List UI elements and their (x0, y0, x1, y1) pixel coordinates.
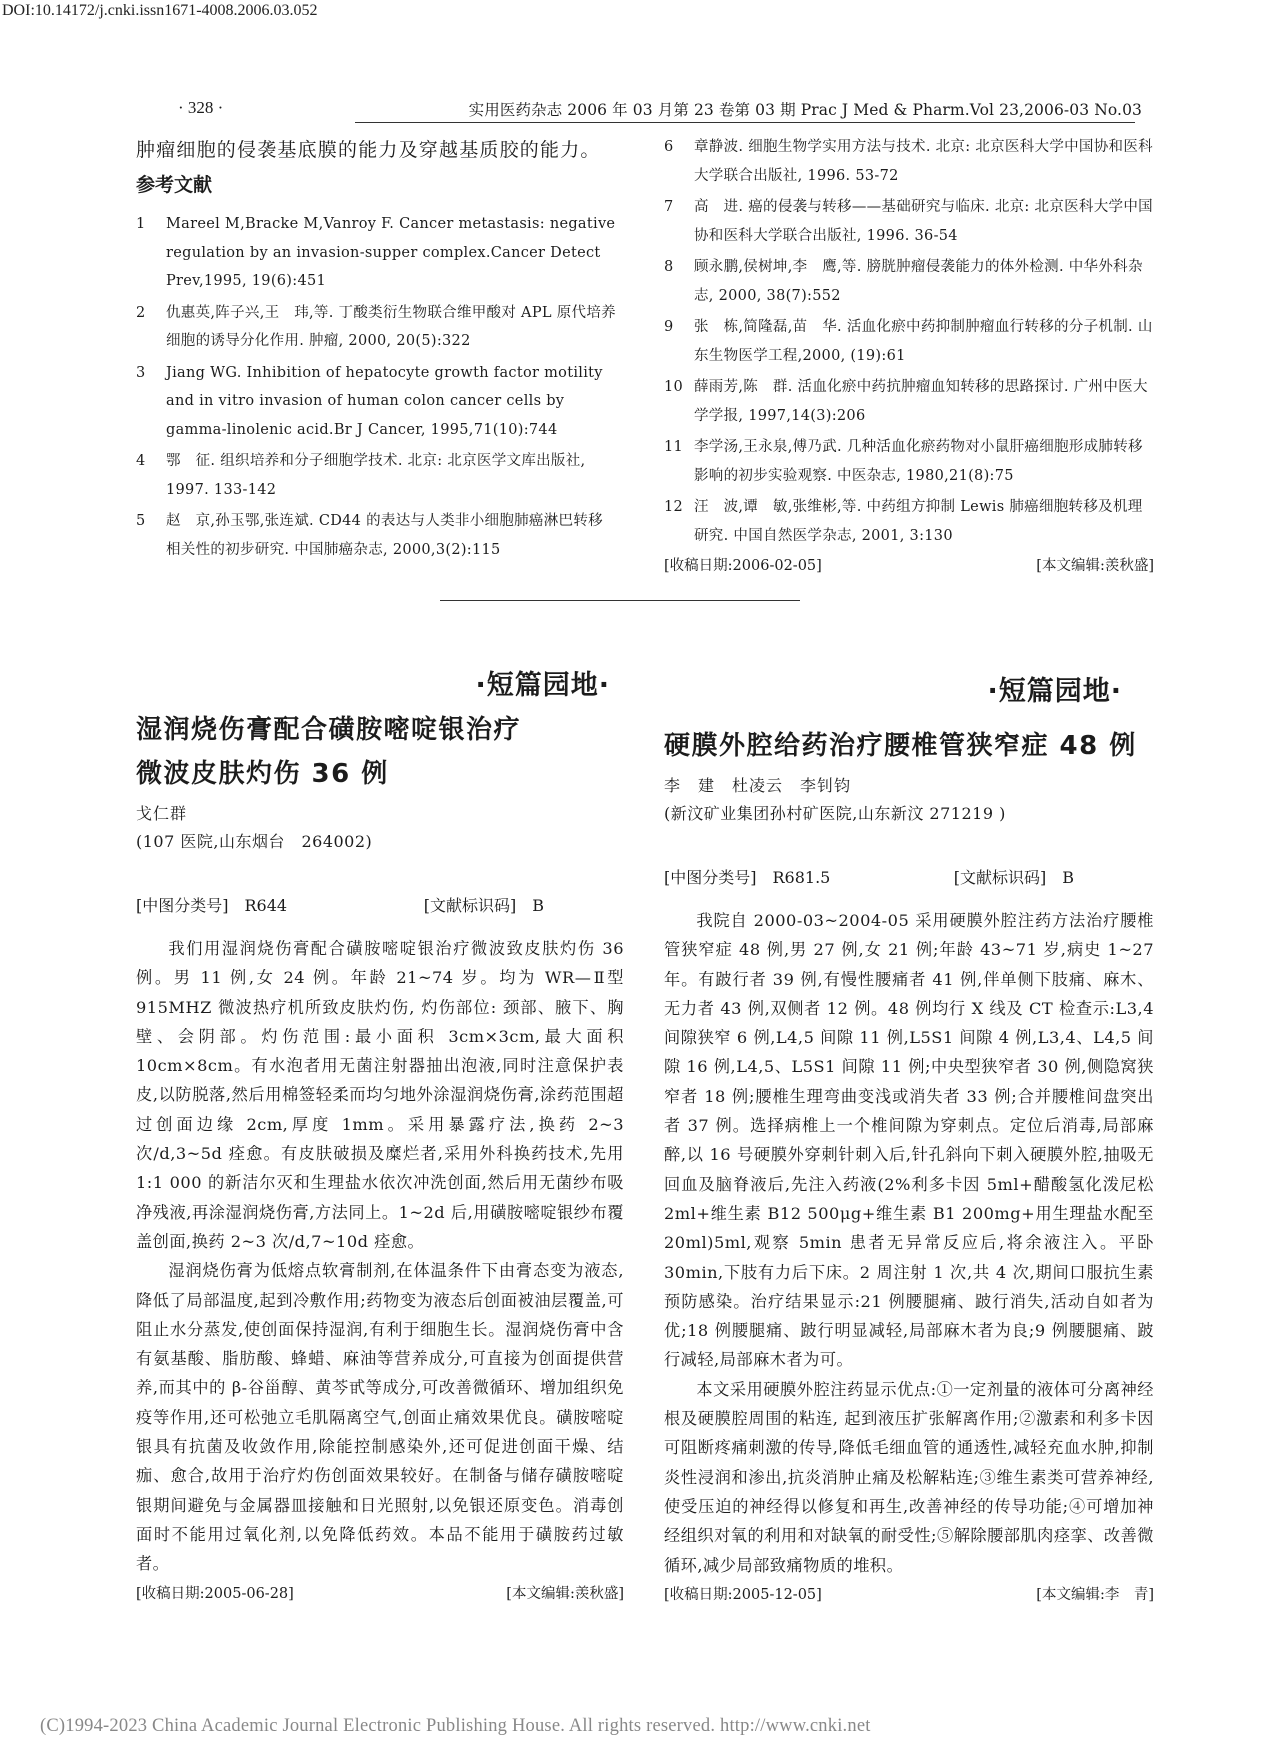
reference-number: 7 (664, 199, 674, 215)
journal-citation: 实用医药杂志 2006 年 03 月第 23 卷第 03 期 Prac J Med & Pharm.Vol 23,2006-03 No.03 (468, 101, 1142, 119)
clc-label: [中图分类号] (664, 868, 757, 887)
received-date: [收稿日期:2006-02-05] (664, 558, 822, 574)
reference-text: Mareel M,Bracke M,Vanroy F. Cancer metastasis: negative regulation by an invasion-supper complex.Cancer Detect Prev,1995, 19(6):451 (166, 216, 616, 289)
document-code (954, 864, 1074, 892)
reference-number: 6 (664, 139, 674, 155)
article-title: 硬膜外腔给药治疗腰椎管狭窄症 48 例 (664, 731, 1137, 761)
article-authors: 李 建 杜凌云 李钊钧 (664, 776, 852, 795)
reference-list-left (136, 210, 616, 564)
reference-item (664, 313, 1154, 370)
page-header (132, 98, 1142, 120)
reference-text: 仇惠英,阵子兴,王 玮,等. 丁酸类衍生物联合维甲酸对 APL 原代培养细胞的诱导分化作用. 肿瘤, 2000, 20(5):322 (166, 304, 616, 349)
classification-row (136, 892, 624, 920)
reference-text: 高 进. 癌的侵袭与转移——基础研究与临床. 北京: 北京医科大学中国协和医科大学联合出版社, 1996. 36-54 (694, 199, 1153, 244)
document-code-value: B (1062, 868, 1074, 887)
article-right (664, 668, 1154, 1608)
reference-text: Jiang WG. Inhibition of hepatocyte growth factor motility and in vitro invasion of human colon cancer cells by gamma-linolenic acid.Br J Cancer, 1995,71(10):744 (166, 364, 603, 438)
reference-item (664, 493, 1154, 550)
body-paragraph: 我们用湿润烧伤膏配合磺胺嘧啶银治疗微波致皮肤灼伤 36 例。男 11 例,女 24 例。年龄 21~74 岁。均为 WR—Ⅱ型 915MHZ 微波热疗机所致皮肤灼伤, 灼伤部位: 颈部、腋下、胸壁、会阴部。灼伤范围:最小面积 3cm×3cm,最大面积10cm×8cm。有水泡者用无菌注射器抽出泡液,同时注意保护表皮,以防脱落,然后用棉签轻柔而均匀地外涂湿润烧伤膏,涂药范围超过创面边缘 2cm,厚度 1mm。采用暴露疗法,换药 2~3 次/d,3~5d 痊愈。有皮肤破损及糜烂者,采用外科换药技术,先用 1:1 000 的新洁尔灭和生理盐水依次冲洗创面,然后用无菌纱布吸净残液,再涂湿润烧伤膏,方法同上。1~2d 后,用磺胺嘧啶银纱布覆盖创面,换药 2~3 次/d,7~10d 痊愈。 (136, 939, 624, 1251)
reference-number: 9 (664, 319, 674, 335)
reference-item (664, 253, 1154, 310)
clc-value: R681.5 (772, 868, 831, 887)
prev-article-right-column (664, 133, 1154, 578)
editor-credit: [本文编辑:羡秋盛] (1036, 558, 1154, 574)
column-label: ·短篇园地· (475, 670, 610, 701)
reference-item (136, 507, 616, 564)
classification-row (664, 864, 1154, 892)
editor-credit: [本文编辑:李 青] (1036, 1586, 1154, 1603)
reference-item (664, 133, 1154, 190)
section-divider (440, 600, 800, 601)
clc-number (664, 864, 830, 892)
reference-text: 章静波. 细胞生物学实用方法与技术. 北京: 北京医科大学中国协和医科大学联合出版社, 1996. 53-72 (694, 139, 1153, 184)
copyright-footer: (C)1994-2023 China Academic Journal Electronic Publishing House. All rights reserved. http://www.cnki.net (40, 1716, 871, 1736)
clc-label: [中图分类号] (136, 896, 229, 915)
document-code-value: B (532, 896, 544, 915)
article-footer-row (664, 1582, 1154, 1608)
body-paragraph: 湿润烧伤膏为低熔点软膏制剂,在体温条件下由膏态变为液态,降低了局部温度,起到冷敷作用;药物变为液态后创面被油层覆盖,可阻止水分蒸发,使创面保持湿润,有利于细胞生长。湿润烧伤膏中含有氨基酸、脂肪酸、蜂蜡、麻油等营养成分,可直接为创面提供营养,而其中的 β-谷甾醇、黄芩甙等成分,可改善微循环、增加组织免疫等作用,还可松弛立毛肌隔离空气,创面止痛效果优良。磺胺嘧啶银具有抗菌及收敛作用,除能控制感染外,还可促进创面干燥、结痂、愈合,故用于治疗灼伤创面效果较好。在制备与储存磺胺嘧啶银期间避免与金属器皿接触和日光照射,以免银还原变色。消毒创面时不能用过氧化剂,以免降低药效。本品不能用于磺胺药过敏者。 (136, 1261, 624, 1574)
reference-item (136, 210, 616, 296)
reference-number: 5 (136, 513, 146, 529)
reference-number: 10 (664, 379, 684, 395)
document-code (424, 892, 544, 920)
article-title: 湿润烧伤膏配合磺胺嘧啶银治疗微波皮肤灼伤 36 例 (136, 715, 522, 789)
reference-number: 12 (664, 499, 684, 515)
clc-number (136, 892, 287, 920)
reference-number: 3 (136, 364, 146, 381)
reference-item (136, 447, 616, 504)
received-date: [收稿日期:2005-06-28] (136, 1585, 294, 1602)
reference-text: 顾永鹏,侯树坤,李 鹰,等. 膀胱肿瘤侵袭能力的体外检测. 中华外科杂志, 2000, 38(7):552 (694, 259, 1143, 304)
reference-item (136, 299, 616, 356)
article-affiliation: (107 医院,山东烟台 264002) (136, 832, 373, 851)
reference-text: 汪 波,谭 敏,张维彬,等. 中药组方抑制 Lewis 肺癌细胞转移及机理研究. 中国自然医学杂志, 2001, 3:130 (694, 499, 1143, 544)
page-number: · 328 · (178, 98, 224, 117)
continued-text: 肿瘤细胞的侵袭基底膜的能力及穿越基质胶的能力。 (136, 139, 601, 161)
header-rule (355, 122, 1135, 123)
reference-text: 赵 京,孙玉鄂,张连斌. CD44 的表达与人类非小细胞肺癌淋巴转移相关性的初步研究. 中国肺癌杂志, 2000,3(2):115 (166, 513, 603, 558)
references-heading: 参考文献 (136, 174, 213, 196)
reference-number: 1 (136, 216, 146, 232)
reference-text: 张 栋,简隆磊,苗 华. 活血化瘀中药抑制肿瘤血行转移的分子机制. 山东生物医学工程,2000, (19):61 (694, 319, 1153, 364)
article-left (136, 668, 624, 1607)
doi-line: DOI:10.14172/j.cnki.issn1671-4008.2006.03.052 (2, 2, 318, 19)
reference-text: 李学汤,王永泉,傅乃武. 几种活血化瘀药物对小鼠肝癌细胞形成肺转移影响的初步实验观察. 中医杂志, 1980,21(8):75 (694, 439, 1143, 484)
article-affiliation: (新汶矿业集团孙村矿医院,山东新汶 271219 ) (664, 804, 1006, 823)
article-author: 戈仁群 (136, 804, 188, 823)
prev-article-footer-row (664, 554, 1154, 578)
clc-value: R644 (244, 896, 288, 915)
received-date: [收稿日期:2005-12-05] (664, 1586, 822, 1603)
body-paragraph: 我院自 2000-03~2004-05 采用硬膜外腔注药方法治疗腰椎管狭窄症 48 例,男 27 例,女 21 例;年龄 43~71 岁,病史 1~27 年。有跛行者 39 例,有慢性腰痛者 41 例,伴单侧下肢痛、麻木、无力者 43 例,双侧者 12 例。48 例均行 X 线及 CT 检查示:L3,4 间隙狭窄 6 例,L4,5 间隙 11 例,L5S1 间隙 4 例,L3,4、L4,5 间隙 16 例,L4,5、L5S1 间隙 11 例;中央型狭窄者 30 例,侧隐窝狭窄者 18 例;腰椎生理弯曲变浅或消失者 33 例;合并腰椎间盘突出者 37 例。选择病椎上一个椎间隙为穿刺点。定位后消毒,局部麻醉,以 16 号硬膜外穿刺针刺入后,针孔斜向下刺入硬膜外腔,抽吸无回血及脑脊液后,先注入药液(2%利多卡因 5ml+醋酸氢化泼尼松 2ml+维生素 B12 500μg+维生素 B1 200mg+用生理盐水配至 20ml)5ml,观察 5min 患者无异常反应后,将余液注入。平卧 30min,下肢有力后下床。2 周注射 1 次,共 4 次,期间口服抗生素预防感染。治疗结果显示:21 例腰腿痛、跛行消失,活动自如者为优;18 例腰腿痛、跛行明显减轻,局部麻木者为良;9 例腰腿痛、跛行减轻,局部麻木者为可。 (664, 911, 1154, 1370)
document-code-label: [文献标识码] (953, 868, 1047, 887)
article-footer-row (136, 1581, 624, 1607)
column-label: ·短篇园地· (987, 676, 1122, 707)
reference-number: 2 (136, 304, 146, 321)
reference-text: 鄂 征. 组织培养和分子细胞学技术. 北京: 北京医学文库出版社, 1997. 133-142 (166, 453, 586, 498)
reference-text: 薛雨芳,陈 群. 活血化瘀中药抗肿瘤血知转移的思路探讨. 广州中医大学学报, 1997,14(3):206 (694, 379, 1148, 424)
document-code-label: [文献标识码] (423, 896, 517, 915)
reference-item (136, 359, 616, 445)
reference-number: 11 (664, 439, 684, 455)
reference-number: 4 (136, 453, 146, 469)
prev-article-left-column (136, 133, 616, 567)
editor-credit: [本文编辑:羡秋盛] (506, 1585, 624, 1602)
reference-list-right (664, 133, 1154, 550)
reference-item (664, 373, 1154, 430)
reference-number: 8 (664, 259, 674, 275)
reference-item (664, 193, 1154, 250)
body-paragraph: 本文采用硬膜外腔注药显示优点:①一定剂量的液体可分离神经根及硬膜腔周围的粘连, 起到液压扩张解离作用;②激素和利多卡因可阻断疼痛刺激的传导,降低毛细血管的通透性,减轻充血水肿,抑制炎性浸润和渗出,抗炎消肿止痛及松解粘连;③维生素类可营养神经,使受压迫的神经得以修复和再生,改善神经的传导功能;④可增加神经组织对氧的利用和对缺氧的耐受性;⑤解除腰部肌肉痉挛、改善微循环,减少局部致痛物质的堆积。 (664, 1379, 1154, 1575)
reference-item (664, 433, 1154, 490)
